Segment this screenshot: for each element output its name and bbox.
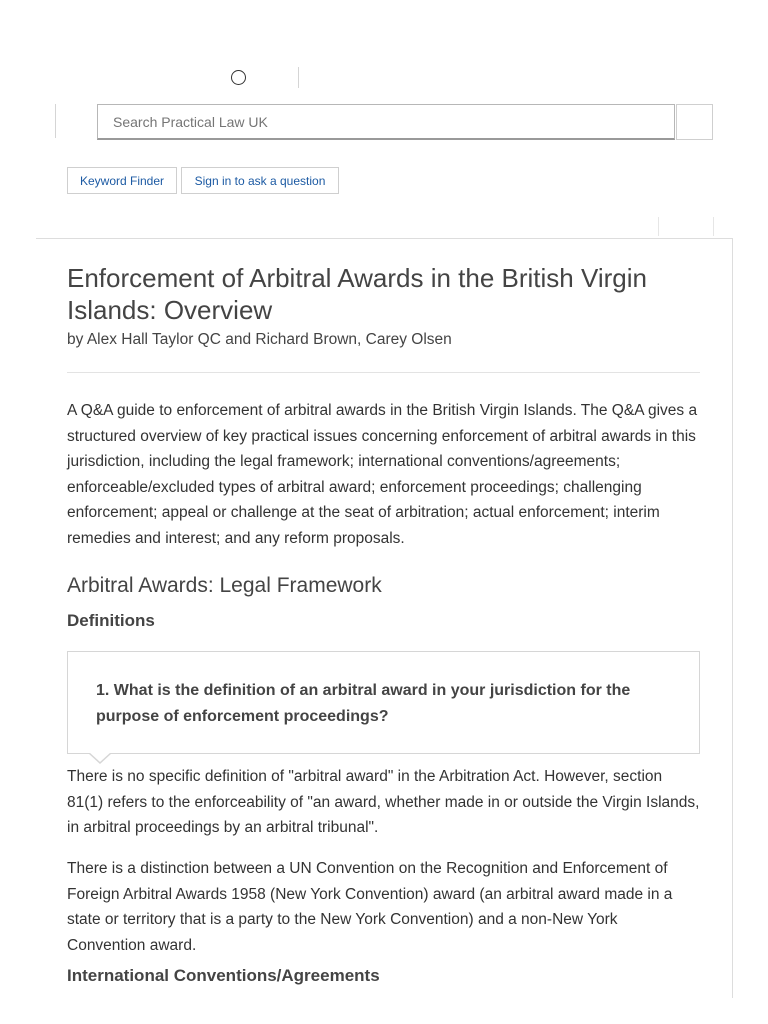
question-box-pointer-fill [89,752,111,762]
header-divider [298,67,299,88]
subheading-definitions: Definitions [67,611,155,630]
question-box [67,651,700,754]
radio-icon[interactable] [231,70,246,85]
search-left-divider [55,104,56,138]
document-byline: by Alex Hall Taylor QC and Richard Brown, Carey Olsen [67,331,452,348]
question-1-text: 1. What is the definition of an arbitral award in your jurisdiction for the purpose of enforcement proceedings? [96,682,631,725]
toolbar-stub [658,217,714,236]
answer-1-paragraph-1: There is no specific definition of "arbitral award" in the Arbitration Act. However, section 81(1) refers to the enforceability of "an award, whether made in or outside the Virgin Islands, in arbitral proceedings by an arbitral tribunal". [67,768,700,837]
document-summary: A Q&A guide to enforcement of arbitral awards in the British Virgin Islands. The Q&A gives a structured overview of key practical issues concerning enforcement of arbitral awards in this jurisdiction, including the legal framework; international conventions/agreements; enforceable/excluded types of arbitral award; enforcement proceedings; challenging enforcement; appeal or challenge at the seat of arbitration; actual enforcement; interim remedies and interest; and any reform proposals. [67,402,698,547]
subheading-international-conventions: International Conventions/Agreements [67,966,380,985]
section-heading-legal-framework: Arbitral Awards: Legal Framework [67,574,382,597]
answer-1-paragraph-2: There is a distinction between a UN Convention on the Recognition and Enforcement of Foreign Arbitral Awards 1958 (New York Convention) award (an arbitral award made in a state or territory that is a party to the New York Convention) and a non-New York Convention award. [67,860,673,954]
keyword-finder-button[interactable]: Keyword Finder [67,167,177,194]
search-button[interactable] [676,104,713,140]
title-divider [67,372,700,373]
sign-in-to-ask-button[interactable]: Sign in to ask a question [181,167,339,194]
document-title: Enforcement of Arbitral Awards in the British Virgin Islands: Overview [67,263,647,325]
search-input[interactable] [97,104,675,140]
